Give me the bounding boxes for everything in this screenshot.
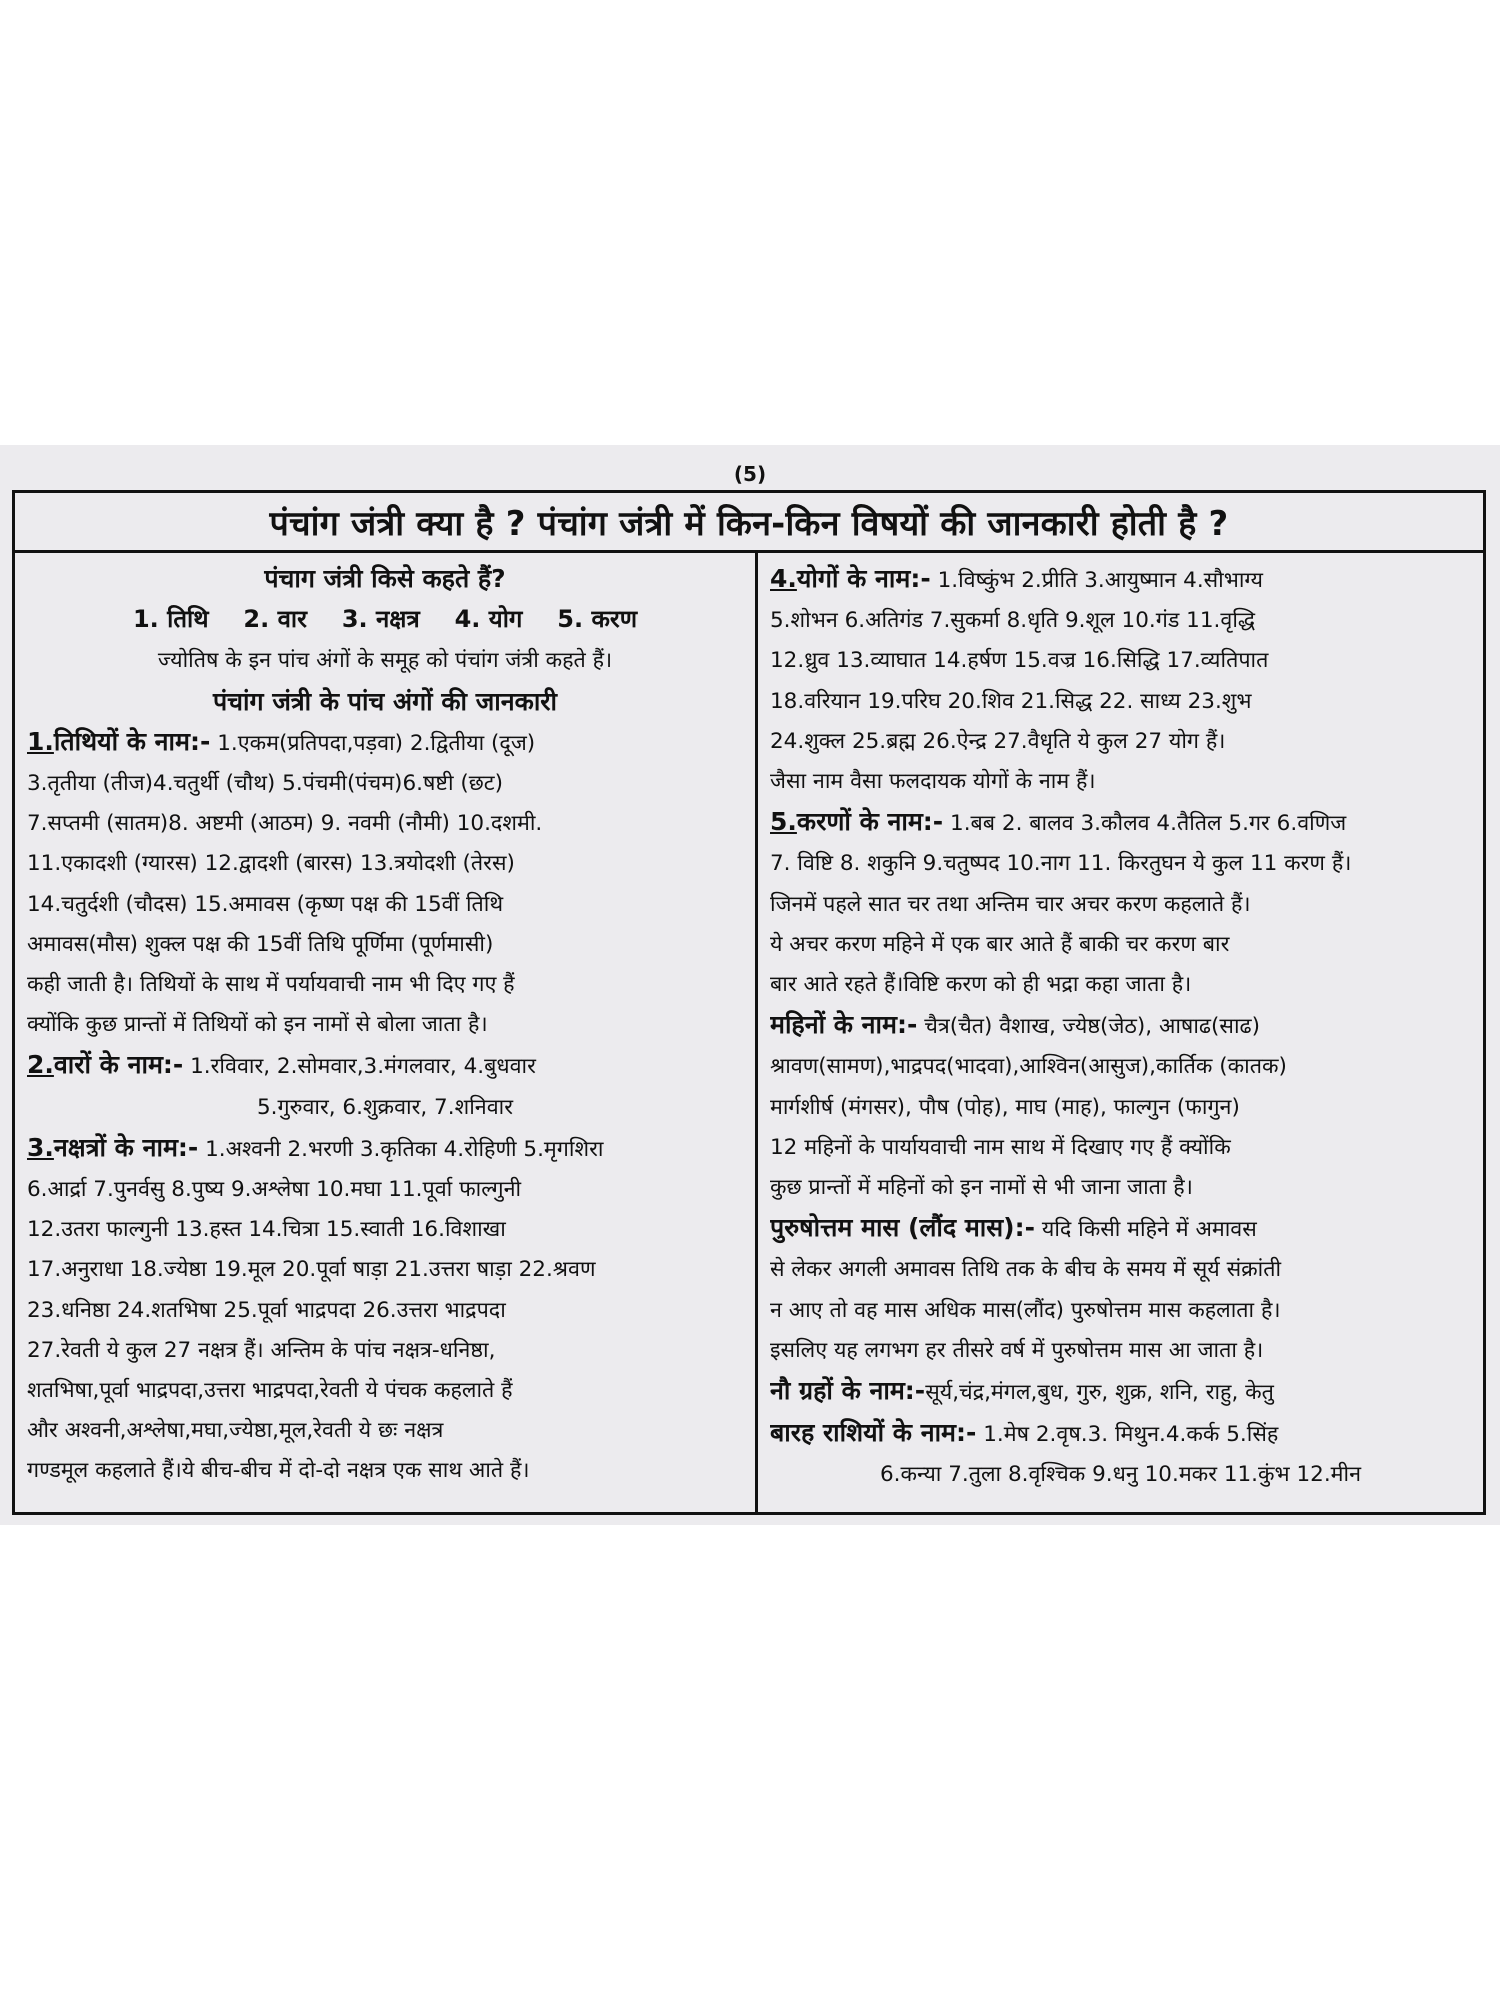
section-title: वारों के नाम:- [53,1050,184,1080]
text-line: 12 महिनों के पार्यायवाची नाम साथ में दिखाए गए हैं क्योंकि [770,1134,1231,1160]
text-line: यदि किसी महिने में अमावस [1041,1217,1257,1243]
section-number: 4. [770,564,797,593]
nakshatra-section-heading [27,1128,743,1170]
text-line: सूर्य,चंद्र,मंगल,बुध, गुरु, शुक्र, शनि, राहु, केतु [925,1380,1274,1406]
section-title: बारह राशियों के नाम:- [770,1418,977,1448]
info-heading: पंचांग जंत्री के पांच अंगों की जानकारी [212,686,558,716]
content-frame [12,490,1486,1515]
text-line: और अश्वनी,अश्लेषा,मघा,ज्येष्ठा,मूल,रेवती ये छः नक्षत्र [27,1418,444,1444]
section-title: महिनों के नाम:- [770,1010,918,1040]
section-number: 3. [27,1132,54,1162]
text-line: 1.विष्कुंभ 2.प्रीति 3.आयुष्मान 4.सौभाग्य [937,568,1263,593]
anga-item: 3. नक्षत्र [341,605,420,634]
purushottam-section-heading [770,1208,1471,1250]
text-line: ये अचर करण महिने में एक बार आते हैं बाकी चर करण बार [770,931,1230,957]
section-number: 5. [770,807,797,837]
section-title: पुरुषोत्तम मास (लौंद मास):- [770,1213,1035,1243]
yoga-section-heading [770,559,1471,601]
text-line: 5.गुरुवार, 6.शुक्रवार, 7.शनिवार [256,1094,514,1120]
text-line: 1.एकम(प्रतिपदा,पड़वा) 2.द्वितीया (दूज) [217,730,536,756]
definition-heading: पंचाग जंत्री किसे कहते हैं? [264,564,506,593]
text-line: 14.चतुर्दशी (चौदस) 15.अमावस (कृष्ण पक्ष की 15वीं तिथि [27,891,504,917]
section-title: तिथियों के नाम:- [53,726,211,756]
section-title: नक्षत्रों के नाम:- [53,1132,199,1162]
text-line: 12.ध्रुव 13.व्याघात 14.हर्षण 15.वज्र 16.सिद्धि 17.व्यतिपात [770,648,1269,674]
rashis-section-heading [770,1413,1471,1455]
panchang-angas [27,599,743,641]
tithi-section-heading [27,722,743,764]
section-title: करणों के नाम:- [796,807,944,837]
text-line: मार्गशीर्ष (मंगसर), पौष (पोह), माघ (माह), फाल्गुन (फागुन) [770,1094,1240,1120]
text-line: श्रावण(सामण),भाद्रपद(भादवा),आश्विन(आसुज),कार्तिक (कातक) [770,1054,1287,1080]
text-line: 5.शोभन 6.अतिगंड 7.सुकर्मा 8.धृति 9.शूल 10.गंड 11.वृद्धि [770,608,1256,634]
section-title: योगों के नाम:- [796,564,931,593]
text-line: 23.धनिष्ठा 24.शतभिषा 25.पूर्वा भाद्रपदा 26.उत्तरा भाद्रपदा [27,1297,506,1323]
text-line: 6.आर्द्रा 7.पुनर्वसु 8.पुष्य 9.अश्लेषा 10.मघा 11.पूर्वा फाल्गुनी [27,1177,522,1203]
text-line: 1.अश्वनी 2.भरणी 3.कृतिका 4.रोहिणी 5.मृगशिरा [205,1136,604,1162]
text-line: कुछ प्रान्तों में महिनों को इन नामों से भी जाना जाता है। [770,1175,1193,1201]
text-line: इसलिए यह लगभग हर तीसरे वर्ष में पुरुषोत्तम मास आ जाता है। [770,1337,1264,1363]
text-line: कही जाती है। तिथियों के साथ में पर्यायवाची नाम भी दिए गए हैं [27,972,515,998]
section-number: 1. [27,726,54,756]
text-line: 12.उतरा फाल्गुनी 13.हस्त 14.चित्रा 15.स्वाती 16.विशाखा [27,1217,506,1243]
text-line: जिनमें पहले सात चर तथा अन्तिम चार अचर करण कहलाते हैं। [770,891,1251,917]
text-line: 1.बब 2. बालव 3.कौलव 4.तैतिल 5.गर 6.वणिज [950,811,1347,837]
text-line: गण्डमूल कहलाते हैं।ये बीच-बीच में दो-दो नक्षत्र एक साथ आते हैं। [27,1458,530,1484]
page-title: पंचांग जंत्री क्या है ? पंचांग जंत्री में किन-किन विषयों की जानकारी होती है ? [15,493,1483,553]
section-title: नौ ग्रहों के नाम:- [770,1376,926,1406]
text-line: 6.कन्या 7.तुला 8.वृश्चिक 9.धनु 10.मकर 11.कुंभ 12.मीन [879,1462,1362,1488]
text-line: क्योंकि कुछ प्रान्तों में तिथियों को इन नामों से बोला जाता है। [27,1012,488,1038]
text-line: 18.वरियान 19.परिघ 20.शिव 21.सिद्ध 22. साध्य 23.शुभ [770,688,1252,714]
section-number: 2. [27,1050,54,1080]
text-line: 1.रविवार, 2.सोमवार,3.मंगलवार, 4.बुधवार [190,1054,536,1080]
text-line: से लेकर अगली अमावस तिथि तक के बीच के समय में सूर्य संक्रांती [770,1257,1282,1283]
grahas-section [770,1371,1471,1413]
text-line: 27.रेवती ये कुल 27 नक्षत्र हैं। अन्तिम के पांच नक्षत्र-धनिष्ठा, [27,1337,496,1363]
karana-section-heading [770,802,1471,844]
text-line: चैत्र(चैत) वैशाख, ज्येष्ठ(जेठ), आषाढ(साढ) [924,1014,1261,1040]
definition-text: ज्योतिष के इन पांच अंगों के समूह को पंचांग जंत्री कहते हैं। [157,648,613,674]
text-line: 7. विष्टि 8. शकुनि 9.चतुष्पद 10.नाग 11. किरतुघन ये कुल 11 करण हैं। [770,851,1352,877]
text-line: 17.अनुराधा 18.ज्येष्ठा 19.मूल 20.पूर्वा षाड़ा 21.उत्तरा षाड़ा 22.श्रवण [27,1257,596,1283]
right-column [758,553,1483,1512]
text-line: 1.मेष 2.वृष.3. मिथुन.4.कर्क 5.सिंह [983,1422,1279,1448]
text-line: बार आते रहते हैं।विष्टि करण को ही भद्रा कहा जाता है। [770,972,1192,998]
text-line: 7.सप्तमी (सातम)8. अष्टमी (आठम) 9. नवमी (नौमी) 10.दशमी. [27,811,543,837]
anga-item: 1. तिथि [132,605,209,634]
text-line: अमावस(मौस) शुक्ल पक्ष की 15वीं तिथि पूर्णिमा (पूर्णमासी) [27,931,494,957]
text-line: 11.एकादशी (ग्यारस) 12.द्वादशी (बारस) 13.त्रयोदशी (तेरस) [27,851,515,877]
vaar-section-heading [27,1045,743,1087]
left-column [15,553,758,1512]
months-section-heading [770,1005,1471,1047]
anga-item: 2. वार [243,605,307,634]
text-line: शतभिषा,पूर्वा भाद्रपदा,उत्तरा भाद्रपदा,रेवती ये पंचक कहलाते हैं [27,1378,513,1404]
text-line: जैसा नाम वैसा फलदायक योगों के नाम हैं। [770,769,1096,795]
text-line: 3.तृतीया (तीज)4.चतुर्थी (चौथ) 5.पंचमी(पंचम)6.षष्टी (छट) [27,771,504,797]
page-number: (5) [733,462,767,486]
text-line: 24.शुक्ल 25.ब्रह्म 26.ऐन्द्र 27.वैधृति ये कुल 27 योग हैं। [770,728,1226,754]
anga-item: 5. करण [557,605,638,634]
anga-item: 4. योग [454,605,523,634]
text-line: न आए तो वह मास अधिक मास(लौंद) पुरुषोत्तम मास कहलाता है। [770,1297,1281,1323]
